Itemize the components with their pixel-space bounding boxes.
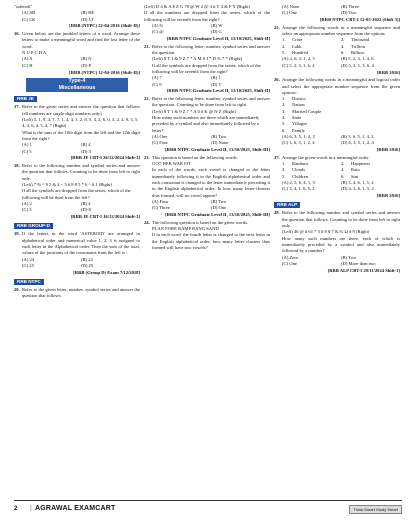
question-23-words: GOT HER WAR FIT: [152, 161, 192, 167]
question-21-ask: If all the symbols are dropped from the series, which of the following will be seventh from the right?: [152, 62, 261, 74]
question-21-series: (Left) $ T 1 & 9 Z 7 * A M S I * D % 7 * (Right): [152, 56, 243, 62]
question-21-reference: [RRB NTPC Graduate Level II, 13/10/2025, Shift-II]: [166, 88, 270, 94]
brand-logo: | AGRAWAL EXAMCART: [30, 505, 116, 512]
question-19: 19. If the letters in the word 'ASTEROID' are arranged in alphabetical order and numerical value 1, 2, 3 is assigned to each letter in the Alphabetical order. Then the sum of the total, values of the positions of the consonants from the left is -: [14, 231, 140, 256]
question-continued: If all the numbers are dropped from the series, which of the following will be seventh from the right?: [144, 10, 270, 22]
column-right: [274, 4, 400, 275]
question-21-options: (A) 7 (B) 1 (C) 9 (D) T: [152, 75, 222, 87]
question-20: 20. Refer to the given letter, number, symbol series and answer the question that follows.: [14, 286, 140, 299]
fragment-options-right: (A) None (B) Three (C) One (D) Two: [282, 4, 359, 16]
question-17-series: (Left) 5, 1, 9, 4, 7, 7, 1, 4, 4, 1, 2, 8, 5, 4, 2, 6, 0, 3, 2, 2, 9, 3, 5, 4, 4, 6, 4, 5, 4, 7 (Right): [22, 117, 139, 129]
question-19-options: (A) 24 (B) 22 (C) 25 (D) 25: [22, 256, 94, 268]
section-rrb-ntpc: RRB NTPC: [14, 279, 44, 285]
question-27-reference: [RRB 2016]: [376, 193, 400, 199]
question-25: 25. Arrange the following words in a meaningful sequence and select an appropriate number sequence from the options: [274, 24, 400, 37]
question-24-words: PLAN FORE RAMP RANG SAND: [152, 226, 219, 232]
question-25-items: 1. Crore 2. Thousand 3. Lakh 4. Trillion 5. Hundred 6. Billion: [282, 37, 370, 56]
question-16-letters: N U P C H A: [22, 50, 47, 56]
question-19-reference: [RRB (Group D) Exam 7/12/2018]: [73, 269, 140, 275]
section-rrb-group-d: RRB GROUP-D: [14, 223, 53, 229]
question-23-reference: [RRB NTPC Graduate Level II, 13/10/2025, Shift-III]: [165, 212, 270, 218]
section-rrb-alp: RRB ALP: [274, 202, 300, 208]
column-left: [14, 4, 140, 300]
question-26-items: 1. District 2. Nation 3. Married Couple 4. State 5. Villages 6. Family: [282, 96, 322, 133]
question-23: 23. This question is based on the following words.: [144, 154, 238, 160]
page-number: 2: [14, 506, 18, 512]
question-24-ask: If in each word, the fourth letter is changed to the next letter in the English alphabetical order, how many letter clusters thus formed will have two vowels?: [152, 232, 270, 250]
fragment-options: (A) SR (B) RE (C) LK (D) LT: [22, 10, 95, 22]
series-top: (Left) D 4 & A $ Z G 78 @ W 2 @ 3 # V 4 & F Y (Right): [144, 4, 251, 9]
question-24: 24. The following question is based on the given words.: [144, 219, 249, 225]
question-21: 21. Refer to the following letter, number, symbol series and answer the question.: [144, 43, 270, 56]
question-28: 28. Refer to the following number and symbol series and answer the question that follows. Counting to be done from left to right only.: [274, 210, 400, 229]
question-22-reference: [RRB NTPC Graduate Level II, 13/10/2025, Shift-III]: [165, 147, 270, 153]
question-27-items: 1. Rainbow 2. Happiness 3. Clouds 4. Rain 5. Children 6. Sun: [282, 161, 371, 179]
question-continued-options: (A) % (B) W (C) @ (D) G: [152, 22, 223, 35]
fragment-reference: [RRB (NTPC) 22-04-2016 (Shift-II)]: [69, 23, 140, 29]
question-26-options: (A) 6, 3, 5, 1, 4, 2 (B) 3, 6, 5, 1, 4, 2 (C) 3, 6, 5, 1, 2, 4 (D) 6, 3, 5, 1, 2, 4: [282, 133, 374, 146]
question-27-options: (A) 2, 5, 6, 4, 1, 3 (B) 3, 4, 6, 1, 5, 2 (C) 3, 4, 1, 6, 5, 2 (D) 4, 3, 6, 1, 5, 2: [282, 179, 374, 192]
question-28-series: (Left) 46 @ # 61 * 5 # 8 $ 7 & % Ω # 9 (Right): [282, 229, 370, 235]
type-heading-box: Type-4 Miscellaneous: [26, 78, 128, 92]
question-27: 27. Arrange the given words in a meaningful order.: [274, 154, 370, 160]
question-16-options: (A) A (B) N (C) H (D) P: [22, 56, 92, 68]
question-22: 22. Refer to the following letter, number, symbol series and answer the question. Counting to be done from left to right.: [144, 96, 270, 108]
question-28-options: (A) Zero (B) Two (C) One (D) More than two: [282, 254, 376, 266]
question-17: 17. Refer to the given series and answer the question that follows (all numbers are single-digit numbers only): [14, 104, 140, 116]
column-middle: [144, 4, 270, 251]
question-17-reference: [RRB JE CBT-I 26/12/2024 Shift-1]: [70, 155, 140, 161]
question-28-reference: [RRB ALP CBT-I 29/11/2024 Shift-1]: [327, 267, 400, 273]
fragment-title: "safetrek": [14, 4, 33, 9]
question-22-options: (A) One (B) Two (C) Four (D) None: [152, 133, 229, 146]
question-16-reference: [RRB (NTPC) 12-04-2016 (Shift-II)]: [69, 69, 140, 75]
question-17-ask: What is the sum of the 10th digit from the left and the 12th digit from the right?: [22, 129, 140, 141]
question-23-options: (A) Four (B) Two (C) Three (D) One: [152, 198, 227, 211]
question-26: 26. Arrange the following words in a meaningful and logical order and select the appropriate number sequence from the given options -: [274, 77, 400, 95]
footer-badge: Think Smart Study Smart: [349, 505, 402, 514]
question-18-ask: If all the symbols are dropped from the series, which of the following will be third from the left?: [22, 188, 131, 200]
page-footer: [0, 500, 416, 525]
question-26-reference: [RRB 2016]: [376, 147, 400, 153]
question-continued-reference: [RRB NTPC Graduate Level II, 13/10/2025, Shift-II]: [166, 36, 270, 42]
question-18-series: (Left) 7 % ^ 9 2 & 4 < 3 # 8 8 5 * 6 ^ # 1 (Right): [22, 181, 112, 187]
question-18: 18. Refer to the following number and symbol series and answer the question that follows. Counting to be done from left to right only.: [14, 163, 140, 181]
section-rrb-je: RRB JE: [14, 96, 37, 102]
question-23-ask: In each of the words, each vowel is changed to the letter immediately following it in the English alphabetical order and each consonant is changed to the letter immediately preceding it in the English alphabetical order. In how many letter-clusters thus formed, will no vowel appear?: [152, 167, 270, 198]
question-28-ask: How many such numbers are there, each of which is immediately preceded by a symbol and also immediately followed by a number?: [282, 235, 400, 254]
question-25-options: (A) 4, 6, 3, 1, 2, 5 (B) 5, 2, 3, 1, 4, 6 (C) 5, 2, 3, 1, 6, 4 (D) 5, 2, 1, 3, 6, 4: [282, 56, 374, 68]
question-25-reference: [RRB 2016]: [376, 69, 400, 75]
footer-rule: [14, 500, 402, 501]
question-22-series: (Left) $ T 1 & 9 Z 7 * A 0 # K @ N Z (Right): [152, 108, 236, 114]
question-18-reference: [RRB JE CBT-I 16/12/2024 Shift-3]: [70, 214, 140, 220]
question-16: 16. Given below are the jumbled letters of a word. Arrange these letters to make a meaningful word and find the last letter of the word.: [14, 31, 140, 49]
question-22-ask: How many such numbers are there which are immediately preceded by a symbol and also immediately followed by a letter?: [152, 115, 260, 133]
question-18-options: (A) 2 (B) 4 (C) 3 (D) 8: [22, 200, 91, 213]
question-17-options: (A) 1 (B) 4 (C) 5 (D) 3: [22, 142, 91, 154]
fragment-reference-right: [RRB NTPC CBT-2 12-05-2022 (Shift 3)]: [319, 17, 400, 23]
